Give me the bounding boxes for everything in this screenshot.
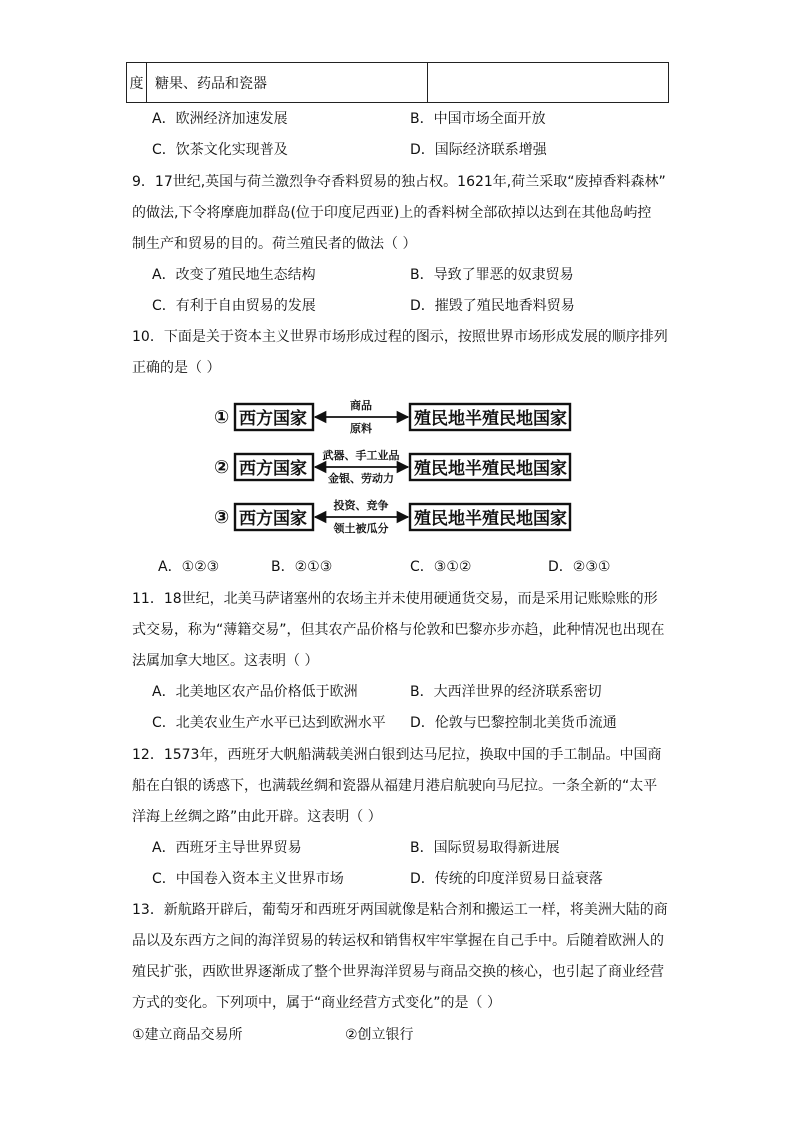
table-cell-category: 度 bbox=[127, 63, 147, 103]
q12-stem-line: 12．1573年，西班牙大帆船满载美洲白银到达马尼拉，换取中国的手工制品。中国商 bbox=[132, 747, 662, 763]
q10-option-b[interactable]: B．②①③ bbox=[271, 559, 333, 575]
q8-option-a[interactable]: A．欧洲经济加速发展 bbox=[152, 111, 288, 127]
q12-option-d[interactable]: D．传统的印度洋贸易日益衰落 bbox=[410, 871, 603, 887]
row-number: ③ bbox=[214, 507, 230, 528]
q13-stem-line: 品以及东西方之间的海洋贸易的转运权和销售权牢牢掌握在自己手中。后随着欧洲人的 bbox=[132, 933, 664, 949]
q12-option-a[interactable]: A．西班牙主导世界贸易 bbox=[152, 840, 302, 856]
q11-stem-line: 11．18世纪，北美马萨诸塞州的农场主并未使用硬通货交易，而是采用记账赊账的形 bbox=[132, 591, 658, 607]
q10-option-c[interactable]: C．③①② bbox=[410, 559, 472, 575]
q9-option-d[interactable]: D．摧毁了殖民地香料贸易 bbox=[410, 298, 575, 314]
colonies-label: 殖民地半殖民地国家 bbox=[414, 509, 567, 529]
q13-stem-line: 方式的变化。下列项中，属于“商业经营方式变化”的是（ ） bbox=[132, 995, 501, 1011]
q9-option-c[interactable]: C．有利于自由贸易的发展 bbox=[152, 298, 316, 314]
diagram-row-1 bbox=[214, 398, 570, 435]
flow-bottom-label: 金银、劳动力 bbox=[328, 472, 394, 485]
q11-option-a[interactable]: A．北美地区农产品价格低于欧洲 bbox=[152, 684, 358, 700]
q12-option-c[interactable]: C．中国卷入资本主义世界市场 bbox=[152, 871, 344, 887]
q9-option-a[interactable]: A．改变了殖民地生态结构 bbox=[152, 267, 316, 283]
q10-stem-line: 10．下面是关于资本主义世界市场形成过程的图示，按照世界市场形成发展的顺序排列 bbox=[132, 329, 668, 345]
table-cell-items: 糖果、药品和瓷器 bbox=[147, 63, 428, 103]
answer-table bbox=[126, 62, 669, 103]
q13-item-2: ②创立银行 bbox=[345, 1027, 414, 1043]
q8-option-b[interactable]: B．中国市场全面开放 bbox=[410, 111, 546, 127]
q12-stem-line: 洋海上丝绸之路”由此开辟。这表明（ ） bbox=[132, 809, 382, 825]
table-cell-empty bbox=[428, 63, 669, 103]
q11-stem-line: 法属加拿大地区。这表明（ ） bbox=[132, 653, 319, 669]
flow-bottom-label: 原料 bbox=[350, 422, 372, 435]
q9-stem-line: 制生产和贸易的目的。荷兰殖民者的做法（ ） bbox=[132, 236, 417, 252]
diagram-row-2 bbox=[214, 448, 570, 485]
table-row bbox=[127, 63, 669, 103]
q8-option-c[interactable]: C．饮茶文化实现普及 bbox=[152, 142, 288, 158]
q12-stem-line: 船在白银的诱惑下，也满载丝绸和瓷器从福建月港启航驶向马尼拉。一条全新的“太平 bbox=[132, 778, 658, 794]
q13-stem-line: 殖民扩张，西欧世界逐渐成了整个世界海洋贸易与商品交换的核心，也引起了商业经营 bbox=[132, 964, 664, 980]
q12-option-b[interactable]: B．国际贸易取得新进展 bbox=[410, 840, 560, 856]
colonies-label: 殖民地半殖民地国家 bbox=[414, 459, 567, 479]
q11-option-b[interactable]: B．大西洋世界的经济联系密切 bbox=[410, 684, 602, 700]
row-number: ② bbox=[214, 457, 230, 478]
q11-option-d[interactable]: D．伦敦与巴黎控制北美货币流通 bbox=[410, 715, 617, 731]
q8-option-d[interactable]: D．国际经济联系增强 bbox=[410, 142, 547, 158]
colonies-label: 殖民地半殖民地国家 bbox=[414, 409, 567, 429]
flow-top-label: 投资、竞争 bbox=[333, 499, 389, 512]
q10-stem-line: 正确的是（ ） bbox=[132, 360, 221, 376]
q13-stem-line: 13．新航路开辟后，葡萄牙和西班牙两国就像是粘合剂和搬运工一样，将美洲大陆的商 bbox=[132, 902, 668, 918]
western-countries-label: 西方国家 bbox=[239, 509, 307, 529]
flow-bottom-label: 领土被瓜分 bbox=[333, 522, 389, 535]
western-countries-label: 西方国家 bbox=[239, 409, 307, 429]
q10-option-d[interactable]: D．②③① bbox=[548, 559, 611, 575]
flow-top-label: 商品 bbox=[350, 399, 372, 412]
q13-item-1: ①建立商品交易所 bbox=[132, 1027, 243, 1043]
western-countries-label: 西方国家 bbox=[239, 459, 307, 479]
q9-stem-line: 9．17世纪,英国与荷兰激烈争夺香料贸易的独占权。1621年,荷兰采取“废掉香料森林” bbox=[132, 174, 666, 190]
q11-stem-line: 式交易，称为“薄籍交易”，但其农产品价格与伦敦和巴黎亦步亦趋，此种情况也出现在 bbox=[132, 622, 665, 638]
diagram-row-3 bbox=[214, 498, 570, 535]
q11-option-c[interactable]: C．北美农业生产水平已达到欧洲水平 bbox=[152, 715, 386, 731]
row-number: ① bbox=[214, 407, 230, 428]
q9-stem-line: 的做法,下令将摩鹿加群岛(位于印度尼西亚)上的香料树全部砍掉以达到在其他岛屿控 bbox=[132, 205, 652, 221]
world-market-diagram bbox=[214, 395, 584, 535]
flow-top-label: 武器、手工业品 bbox=[322, 449, 400, 462]
q10-option-a[interactable]: A．①②③ bbox=[158, 559, 220, 575]
q9-option-b[interactable]: B．导致了罪恶的奴隶贸易 bbox=[410, 267, 574, 283]
